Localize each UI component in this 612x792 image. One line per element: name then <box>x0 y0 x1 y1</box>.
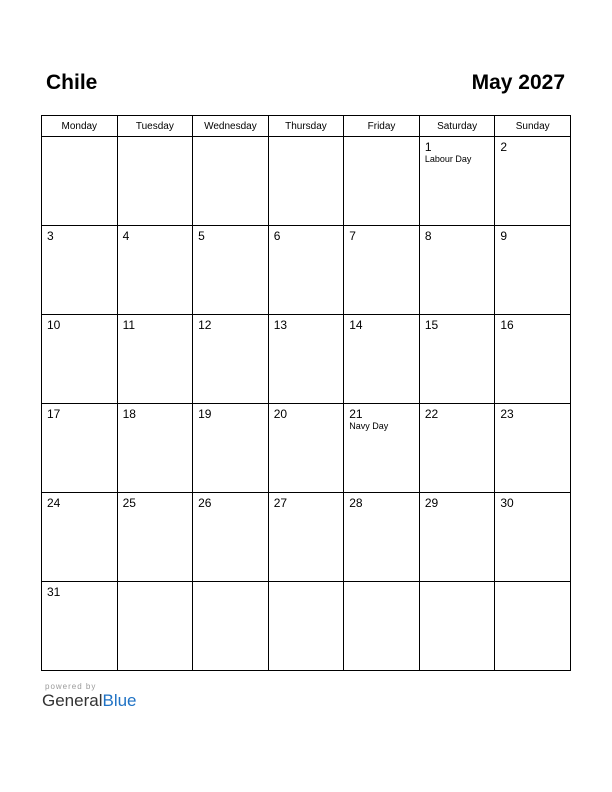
day-number: 5 <box>198 229 205 243</box>
brand-logo[interactable] <box>42 691 137 711</box>
day-cell <box>344 226 420 315</box>
day-number: 27 <box>273 496 288 510</box>
country-title: Chile <box>46 71 98 94</box>
day-cell <box>268 226 344 315</box>
day-number: 30 <box>500 496 514 510</box>
day-number: 23 <box>500 407 514 421</box>
week-row <box>42 582 571 671</box>
day-cell <box>419 137 495 226</box>
day-number: 6 <box>273 229 281 243</box>
day-cell <box>193 315 269 404</box>
day-number: 26 <box>198 496 212 510</box>
day-cell <box>193 404 269 493</box>
day-cell <box>193 226 269 315</box>
day-number: 15 <box>424 318 439 332</box>
weekday-monday: Monday <box>42 116 118 137</box>
day-cell <box>344 582 420 671</box>
day-cell <box>268 493 344 582</box>
day-cell <box>419 226 495 315</box>
day-number: 19 <box>198 407 212 421</box>
day-cell <box>268 582 344 671</box>
day-cell <box>344 404 420 493</box>
holiday-label: Navy Day <box>349 421 389 431</box>
month-year-title: May 2027 <box>471 71 565 94</box>
weekday-sunday: Sunday <box>495 116 571 137</box>
day-number: 12 <box>198 318 212 332</box>
day-cell <box>344 315 420 404</box>
day-number: 20 <box>273 407 288 421</box>
day-cell <box>193 493 269 582</box>
weekday-tuesday: Tuesday <box>117 116 193 137</box>
day-cell <box>495 404 571 493</box>
week-row <box>42 404 571 493</box>
day-number: 9 <box>500 229 508 243</box>
day-number: 7 <box>349 229 356 243</box>
day-number: 16 <box>500 318 514 332</box>
day-number: 1 <box>424 140 432 154</box>
day-cell <box>117 493 193 582</box>
day-cell <box>495 582 571 671</box>
day-cell <box>495 315 571 404</box>
week-row <box>42 137 571 226</box>
weekday-thursday: Thursday <box>268 116 344 137</box>
week-row <box>42 226 571 315</box>
day-cell <box>419 404 495 493</box>
day-number: 13 <box>273 318 288 332</box>
day-number: 21 <box>349 407 363 421</box>
day-number: 8 <box>424 229 432 243</box>
day-cell <box>42 226 118 315</box>
week-row <box>42 493 571 582</box>
weekday-wednesday: Wednesday <box>193 116 269 137</box>
day-number: 17 <box>47 407 61 421</box>
day-cell <box>419 315 495 404</box>
holiday-label: Labour Day <box>424 154 472 164</box>
footer <box>42 682 137 711</box>
day-cell <box>117 226 193 315</box>
day-cell <box>42 493 118 582</box>
day-number: 28 <box>349 496 363 510</box>
day-cell <box>117 315 193 404</box>
day-cell <box>495 226 571 315</box>
day-cell <box>268 137 344 226</box>
day-number: 4 <box>122 229 130 243</box>
weekday-friday: Friday <box>344 116 420 137</box>
calendar-grid <box>41 115 571 671</box>
day-cell <box>117 137 193 226</box>
day-cell <box>419 493 495 582</box>
day-cell <box>344 137 420 226</box>
day-cell <box>42 315 118 404</box>
day-cell <box>117 404 193 493</box>
day-number: 3 <box>47 229 54 243</box>
day-cell <box>268 315 344 404</box>
day-cell <box>193 582 269 671</box>
day-number: 14 <box>349 318 363 332</box>
day-number: 22 <box>424 407 439 421</box>
weekday-saturday: Saturday <box>419 116 495 137</box>
day-cell <box>42 582 118 671</box>
day-cell <box>419 582 495 671</box>
day-number: 31 <box>47 585 61 599</box>
day-number: 18 <box>122 407 136 421</box>
day-cell <box>344 493 420 582</box>
day-cell <box>42 137 118 226</box>
day-number: 29 <box>424 496 439 510</box>
brand-name-part2: Blue <box>102 691 137 710</box>
day-number: 11 <box>122 318 136 332</box>
day-cell <box>42 404 118 493</box>
day-cell <box>495 493 571 582</box>
day-cell <box>268 404 344 493</box>
day-cell <box>193 137 269 226</box>
day-cell <box>495 137 571 226</box>
weekday-header-row <box>42 116 571 137</box>
week-row <box>42 315 571 404</box>
day-number: 2 <box>500 140 508 154</box>
day-number: 10 <box>47 318 61 332</box>
powered-by-text: powered by <box>45 682 97 691</box>
day-cell <box>117 582 193 671</box>
day-number: 24 <box>47 496 61 510</box>
calendar-header <box>46 71 565 97</box>
day-number: 25 <box>122 496 136 510</box>
brand-name-part1: General <box>42 691 103 710</box>
